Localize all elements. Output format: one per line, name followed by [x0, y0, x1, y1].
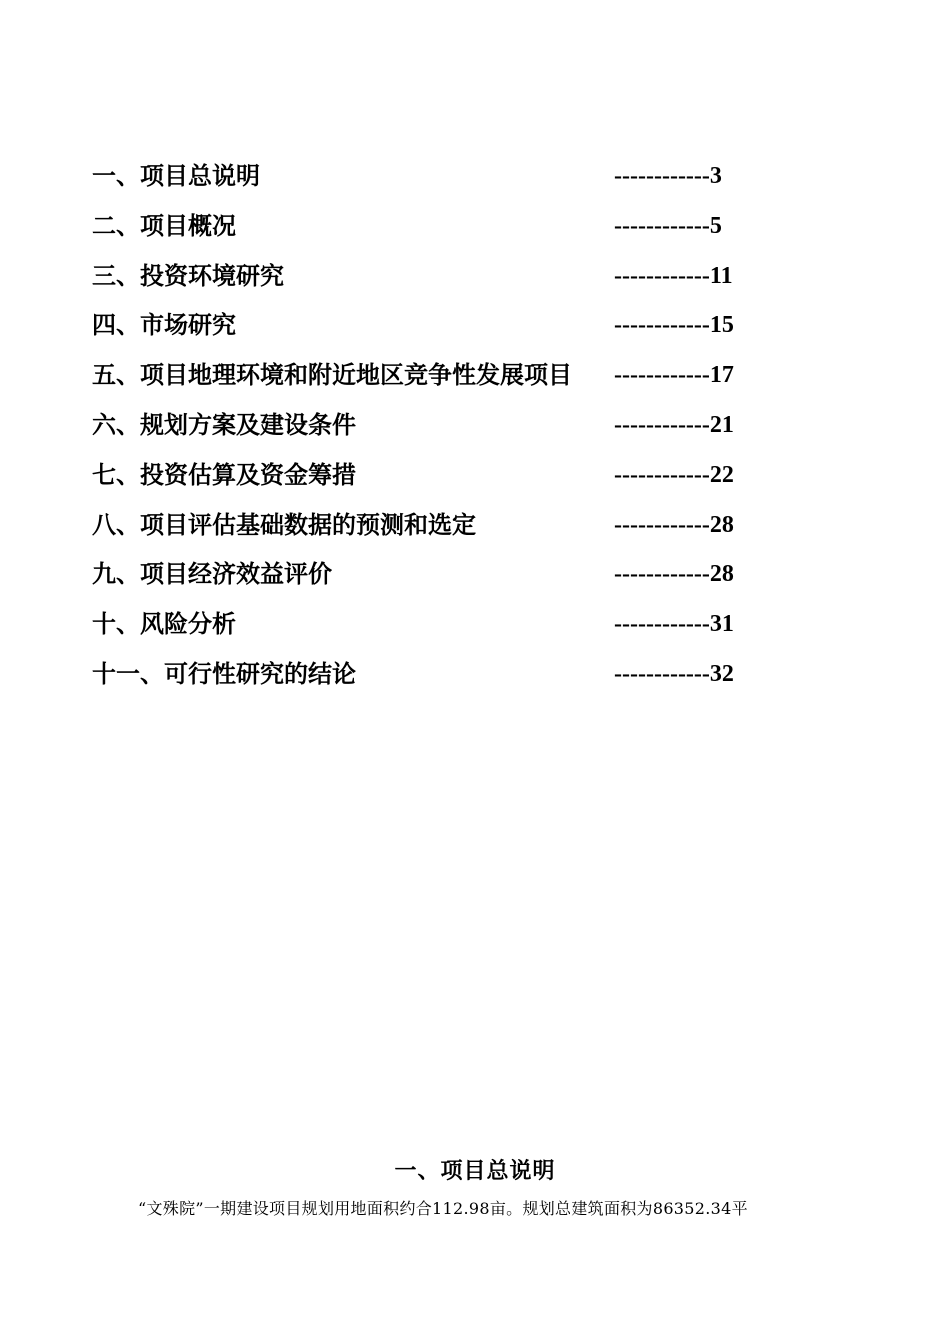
toc-entry-page: ------------31 [614, 611, 734, 638]
toc-entry[interactable] [92, 456, 792, 506]
toc-entry-title: 五、项目地理环境和附近地区竞争性发展项目 [92, 360, 572, 390]
table-of-contents [92, 157, 792, 705]
toc-entry[interactable] [92, 605, 792, 655]
toc-entry-page: ------------11 [614, 262, 733, 289]
toc-entry-page: ------------22 [614, 461, 734, 488]
toc-entry-title: 二、项目概况 [92, 210, 236, 240]
toc-entry-title: 八、项目评估基础数据的预测和选定 [92, 509, 476, 539]
toc-entry-page: ------------21 [614, 411, 734, 438]
toc-entry-page: ------------17 [614, 362, 734, 389]
toc-entry[interactable] [92, 555, 792, 605]
toc-entry[interactable] [92, 506, 792, 556]
toc-entry-page: ------------28 [614, 561, 734, 588]
toc-entry[interactable] [92, 257, 792, 307]
toc-entry-page: ------------32 [614, 660, 734, 687]
toc-entry[interactable] [92, 207, 792, 257]
toc-entry[interactable] [92, 406, 792, 456]
toc-entry-title: 九、项目经济效益评价 [92, 559, 332, 589]
toc-entry[interactable] [92, 157, 792, 207]
toc-entry-page: ------------28 [614, 511, 734, 538]
toc-entry-title: 七、投资估算及资金筹措 [92, 459, 356, 489]
toc-entry-title: 十一、可行性研究的结论 [92, 658, 356, 688]
toc-entry-page: ------------5 [614, 212, 722, 239]
toc-entry-page: ------------15 [614, 312, 734, 339]
toc-entry[interactable] [92, 655, 792, 705]
toc-entry-title: 十、风险分析 [92, 609, 236, 639]
toc-entry[interactable] [92, 306, 792, 356]
toc-entry-title: 四、市场研究 [92, 310, 236, 340]
toc-entry-title: 一、项目总说明 [92, 161, 260, 190]
toc-entry-title: 六、规划方案及建设条件 [92, 409, 356, 439]
toc-entry-title: 三、投资环境研究 [92, 260, 284, 290]
body-paragraph: “文殊院”一期建设项目规划用地面积约合112.98亩。规划总建筑面积为86352.34平 [138, 1199, 748, 1218]
section-heading: 一、项目总说明 [394, 1158, 556, 1184]
toc-entry-page: ------------3 [614, 163, 722, 189]
toc-entry[interactable] [92, 356, 792, 406]
